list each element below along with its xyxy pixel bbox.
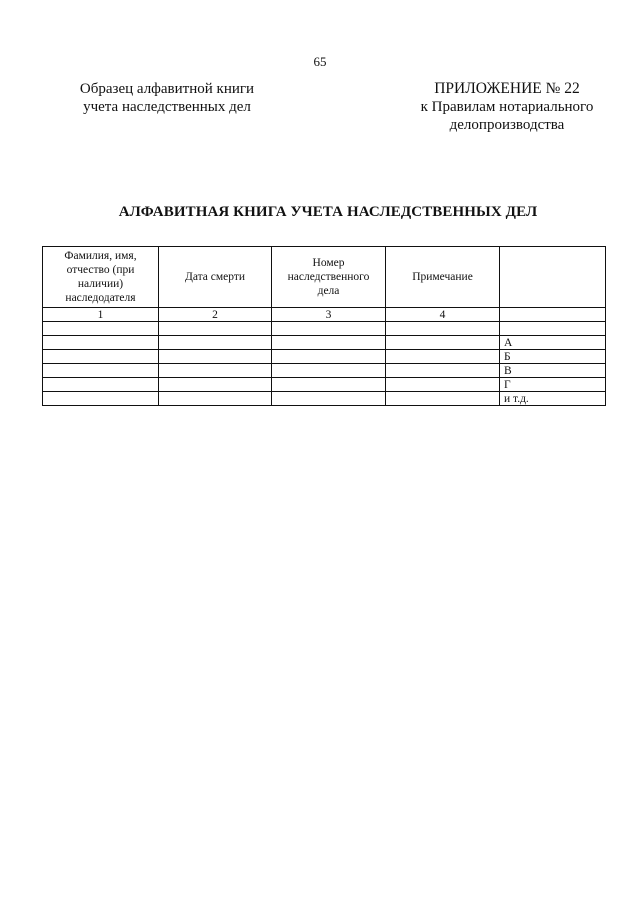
table-row [43,364,606,378]
header-deceased-name: Фамилия, имя, отчество (при наличии) наследодателя [43,247,159,308]
table-cell [43,322,159,336]
column-number: 3 [272,308,386,322]
table-cell [159,322,272,336]
header-case-number: Номер наследственного дела [272,247,386,308]
header-date-of-death: Дата смерти [159,247,272,308]
appendix-label [412,80,602,134]
table-cell [43,378,159,392]
table-row [43,350,606,364]
table-header-row [43,247,606,308]
table-cell [386,392,500,406]
letter-index-cell: А [500,336,606,350]
table-cell [272,378,386,392]
column-number: 2 [159,308,272,322]
table-cell [386,364,500,378]
table-cell [159,378,272,392]
table-cell [272,336,386,350]
column-number-row [43,308,606,322]
table-row [43,392,606,406]
table-cell [272,350,386,364]
table-cell [386,322,500,336]
table-cell [159,364,272,378]
table-row [43,322,606,336]
header-letter-index [500,247,606,308]
column-number [500,308,606,322]
table-cell [159,336,272,350]
table-cell [386,378,500,392]
letter-index-cell: Б [500,350,606,364]
form-sample-label [62,80,272,116]
table-cell [43,336,159,350]
appendix-number: ПРИЛОЖЕНИЕ № 22 [434,80,580,97]
appendix-rules-line-1: к Правилам нотариального [420,99,594,115]
form-sample-label-line-1: Образец алфавитной книги [79,81,255,97]
letter-index-cell: Г [500,378,606,392]
form-sample-label-line-2: учета наследственных дел [83,99,251,115]
table-row [43,336,606,350]
table-cell [159,392,272,406]
letter-index-cell [500,322,606,336]
column-number: 4 [386,308,500,322]
table-cell [43,392,159,406]
table-cell [272,322,386,336]
table-cell [43,350,159,364]
column-number: 1 [43,308,159,322]
table-row [43,378,606,392]
appendix-rules-line-2: делопроизводства [449,117,565,133]
document-title: АЛФАВИТНАЯ КНИГА УЧЕТА НАСЛЕДСТВЕННЫХ ДЕЛ [118,204,538,220]
table-cell [43,364,159,378]
header-note: Примечание [386,247,500,308]
table-cell [159,350,272,364]
page-number: 65 [313,54,327,69]
letter-index-cell: В [500,364,606,378]
letter-index-cell: и т.д. [500,392,606,406]
table-cell [386,350,500,364]
table-cell [386,336,500,350]
table-cell [272,364,386,378]
alphabetical-book-table [42,246,606,406]
table-cell [272,392,386,406]
